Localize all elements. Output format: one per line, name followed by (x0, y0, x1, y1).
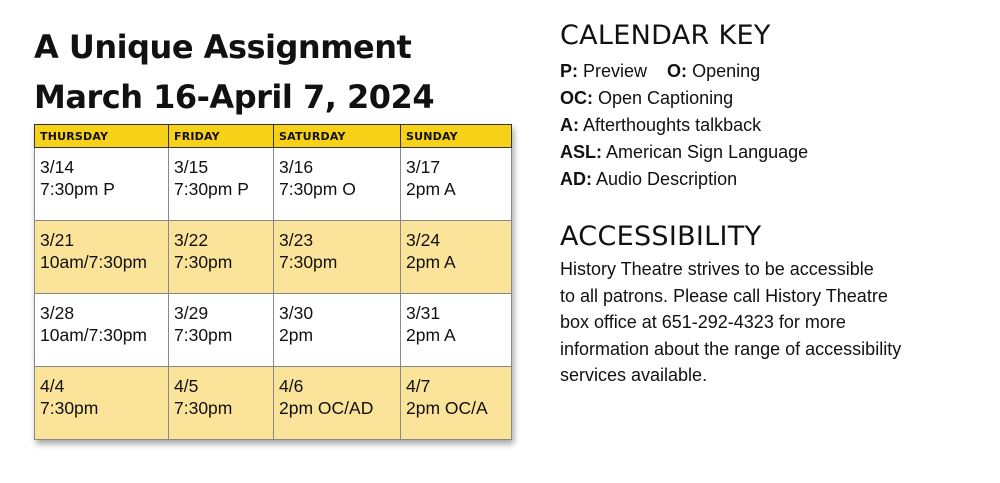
key-code: ASL: (560, 142, 602, 162)
header-friday: FRIDAY (169, 125, 274, 148)
key-item (560, 112, 808, 139)
key-label: Preview (583, 61, 648, 81)
accessibility-section (560, 221, 980, 389)
header-thursday: THURSDAY (35, 125, 169, 148)
accessibility-line: box office at 651-292-4323 for more (560, 312, 846, 332)
cell-date: 3/31 (406, 303, 441, 323)
calendar-cell (35, 148, 169, 221)
cell-date: 3/29 (174, 303, 209, 323)
cell-time: 10am/7:30pm (40, 325, 148, 345)
performance-calendar (34, 124, 512, 440)
key-label: Audio Description (596, 169, 738, 189)
cell-time: 7:30pm (40, 398, 99, 418)
cell-time: 2pm OC/AD (279, 398, 374, 418)
accessibility-heading: ACCESSIBILITY (560, 221, 762, 252)
calendar-cell (274, 221, 401, 294)
key-item (560, 58, 808, 85)
calendar-key (560, 20, 808, 193)
calendar-cell (35, 367, 169, 440)
title-line-1: A Unique Assignment (34, 28, 412, 66)
key-label: American Sign Language (606, 142, 809, 162)
cell-time: 2pm A (406, 179, 456, 199)
calendar-cell (35, 221, 169, 294)
calendar-header-row (35, 125, 512, 148)
cell-date: 4/7 (406, 376, 431, 396)
accessibility-line: to all patrons. Please call History Theatre (560, 285, 888, 306)
cell-time: 7:30pm (174, 398, 233, 418)
cell-time: 2pm A (406, 252, 456, 272)
accessibility-text (560, 256, 980, 389)
cell-time: 7:30pm (174, 325, 233, 345)
accessibility-line: History Theatre strives to be accessible (560, 259, 874, 279)
calendar-key-heading: CALENDAR KEY (560, 20, 771, 51)
calendar-key-list (560, 58, 808, 193)
cell-date: 4/5 (174, 376, 199, 396)
calendar-week-row (35, 221, 512, 294)
cell-date: 3/15 (174, 157, 209, 177)
calendar-cell (274, 367, 401, 440)
key-code: A: (560, 115, 579, 135)
calendar-week-row (35, 294, 512, 367)
accessibility-line: services available. (560, 365, 708, 385)
key-code: P: (560, 61, 578, 81)
key-code: AD: (560, 169, 592, 189)
key-code: O: (667, 61, 688, 81)
cell-date: 3/17 (406, 157, 441, 177)
calendar-cell (401, 367, 512, 440)
key-code: OC: (560, 88, 593, 108)
calendar-week-row (35, 367, 512, 440)
calendar-cell (35, 294, 169, 367)
calendar-cell (169, 148, 274, 221)
cell-time: 7:30pm O (279, 179, 356, 199)
cell-date: 3/22 (174, 230, 209, 250)
cell-date: 4/4 (40, 376, 65, 396)
cell-time: 2pm (279, 325, 314, 345)
calendar-cell (401, 148, 512, 221)
cell-date: 3/14 (40, 157, 75, 177)
cell-time: 7:30pm P (40, 179, 115, 199)
cell-time: 10am/7:30pm (40, 252, 148, 272)
key-label: Opening (692, 61, 761, 81)
cell-date: 3/16 (279, 157, 314, 177)
key-item (560, 166, 808, 193)
accessibility-line: information about the range of accessibility (560, 338, 902, 359)
calendar-cell (169, 367, 274, 440)
cell-time: 2pm OC/A (406, 398, 488, 418)
header-saturday: SATURDAY (274, 125, 401, 148)
key-item (560, 85, 808, 112)
calendar-cell (169, 294, 274, 367)
calendar-cell (401, 221, 512, 294)
cell-time: 7:30pm P (174, 179, 249, 199)
calendar-week-row (35, 148, 512, 221)
cell-time: 7:30pm (174, 252, 233, 272)
calendar-cell (401, 294, 512, 367)
key-label: Afterthoughts talkback (583, 115, 762, 135)
cell-time: 7:30pm (279, 252, 338, 272)
cell-date: 3/23 (279, 230, 314, 250)
key-item (560, 139, 808, 166)
calendar-cell (274, 148, 401, 221)
cell-time: 2pm A (406, 325, 456, 345)
cell-date: 3/21 (40, 230, 75, 250)
page-title (34, 22, 434, 122)
title-line-2: March 16-April 7, 2024 (34, 78, 435, 116)
cell-date: 4/6 (279, 376, 304, 396)
calendar-cell (274, 294, 401, 367)
cell-date: 3/28 (40, 303, 75, 323)
header-sunday: SUNDAY (401, 125, 512, 148)
cell-date: 3/30 (279, 303, 314, 323)
cell-date: 3/24 (406, 230, 441, 250)
calendar-cell (169, 221, 274, 294)
key-label: Open Captioning (598, 88, 734, 108)
